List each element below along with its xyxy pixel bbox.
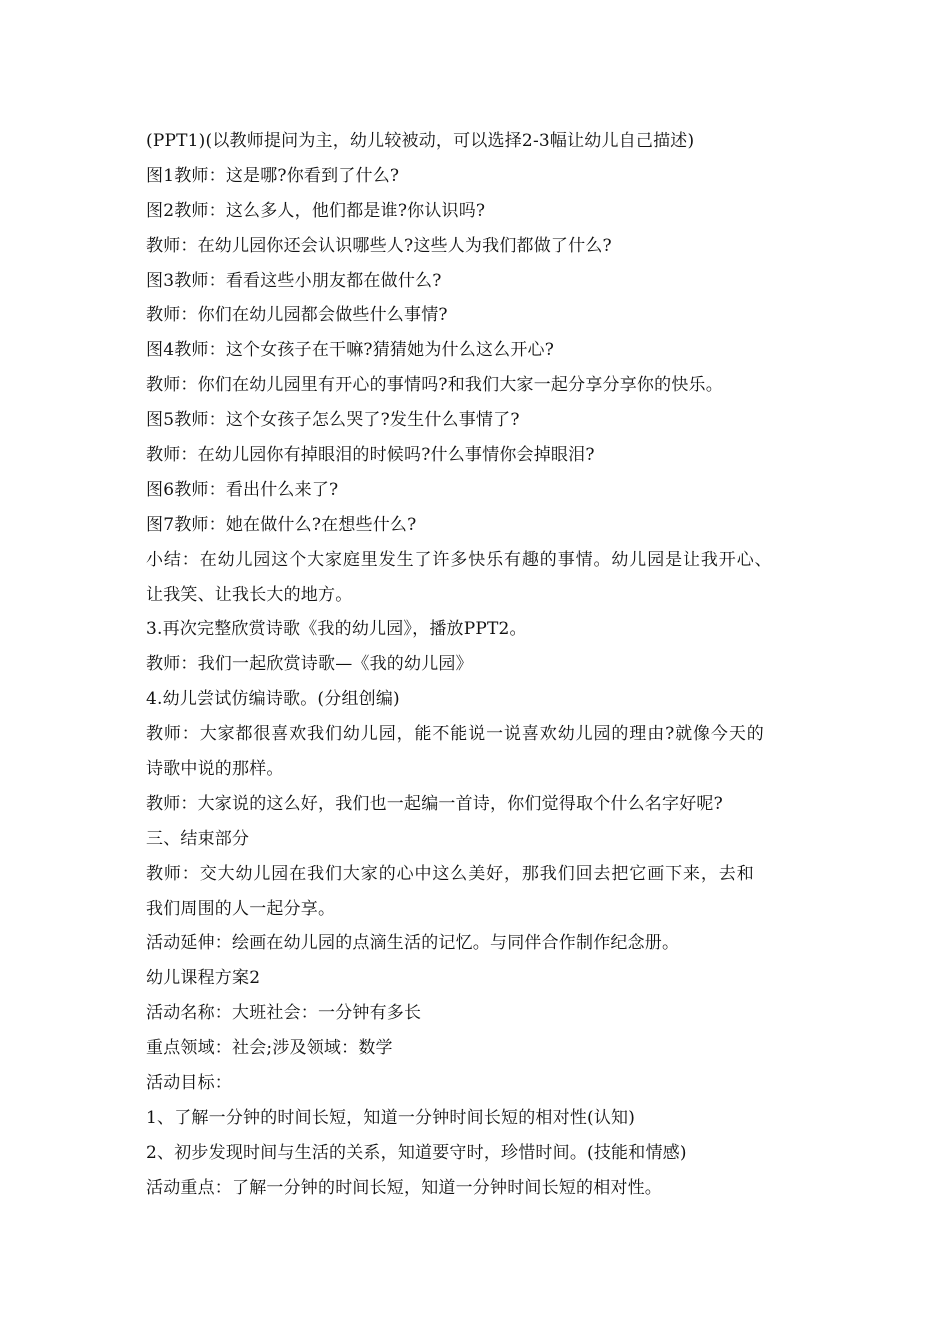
text-line: 图6教师：看出什么来了?: [146, 479, 339, 500]
text-line: 重点领域：社会;涉及领域：数学: [146, 1038, 393, 1059]
text-line: 图1教师：这是哪?你看到了什么?: [146, 165, 400, 186]
text-line: 教师：在幼儿园你有掉眼泪的时候吗?什么事情你会掉眼泪?: [146, 445, 595, 466]
text-line: 让我笑、让我长大的地方。: [146, 584, 353, 605]
text-line: 教师：大家都很喜欢我们幼儿园，能不能说一说喜欢幼儿园的理由?就像今天的: [146, 724, 765, 745]
text-line: 教师：你们在幼儿园都会做些什么事情?: [146, 305, 448, 326]
text-line: 教师：你们在幼儿园里有开心的事情吗?和我们大家一起分享分享你的快乐。: [146, 375, 723, 396]
text-line: 活动名称：大班社会：一分钟有多长: [146, 1003, 422, 1024]
document-body: [146, 124, 826, 1206]
text-line: 4.幼儿尝试仿编诗歌。(分组创编): [146, 689, 400, 710]
text-line: 活动重点：了解一分钟的时间长短，知道一分钟时间长短的相对性。: [146, 1177, 662, 1198]
text-line: 教师：在幼儿园你还会认识哪些人?这些人为我们都做了什么?: [146, 235, 612, 256]
text-line: 2、初步发现时间与生活的关系，知道要守时，珍惜时间。(技能和情感): [146, 1142, 687, 1163]
text-line: 图4教师：这个女孩子在干嘛?猜猜她为什么这么开心?: [146, 340, 555, 361]
text-line: 教师：大家说的这么好，我们也一起编一首诗，你们觉得取个什么名字好呢?: [146, 793, 723, 814]
text-line: 1、了解一分钟的时间长短，知道一分钟时间长短的相对性(认知): [146, 1107, 636, 1128]
text-line: 教师：我们一起欣赏诗歌—《我的幼儿园》: [146, 654, 473, 675]
text-line: 教师：交大幼儿园在我们大家的心中这么美好，那我们回去把它画下来，去和: [146, 863, 755, 884]
text-line: 图5教师：这个女孩子怎么哭了?发生什么事情了?: [146, 410, 520, 431]
text-line: (PPT1)(以教师提问为主，幼儿较被动，可以选择2-3幅让幼儿自己描述): [146, 131, 695, 151]
text-line: 活动延伸：绘画在幼儿园的点滴生活的记忆。与同伴合作制作纪念册。: [146, 933, 680, 954]
text-line: 图3教师：看看这些小朋友都在做什么?: [146, 270, 442, 291]
text-line: 我们周围的人一起分享。: [146, 898, 336, 919]
text-line: 图2教师：这么多人，他们都是谁?你认识吗?: [146, 200, 486, 221]
section-heading: 幼儿课程方案2: [146, 968, 261, 989]
text-line: 活动目标：: [146, 1073, 232, 1094]
text-line: 图7教师：她在做什么?在想些什么?: [146, 514, 417, 535]
text-line: 小结：在幼儿园这个大家庭里发生了许多快乐有趣的事情。幼儿园是让我开心、: [146, 549, 773, 570]
section-heading: 三、结束部分: [146, 828, 250, 849]
text-line: 3.再次完整欣赏诗歌《我的幼儿园》，播放PPT2。: [146, 619, 527, 640]
text-line: 诗歌中说的那样。: [146, 759, 284, 780]
